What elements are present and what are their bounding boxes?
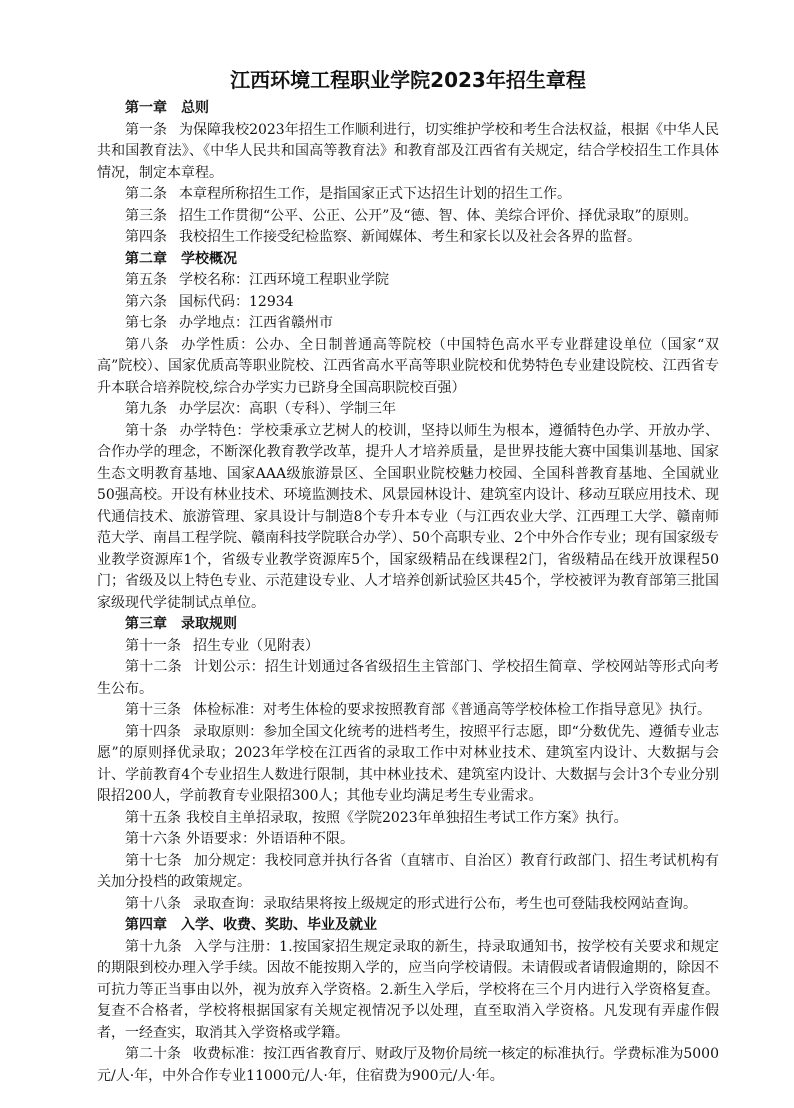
article-text: 体检标准：对考生体检的要求按照教育部《普通高等学校体检工作指导意见》执行。 [193, 702, 711, 718]
article-text: 办学地点：江西省赣州市 [179, 315, 333, 331]
article-text: 办学性质：公办、全日制普通高等院校（中国特色高水平专业群建设单位（国家“双高”院校）、国家优质高等职业院校、江西省高水平高等职业院校和优势特色专业建设院校、江西省专升本联合培养院校,综合办学实力已跻身全国高职院校百强） [97, 336, 719, 396]
article-text: 招生工作贯彻“公平、公正、公开”及“德、智、体、美综合评价、择优录取”的原则。 [179, 207, 698, 224]
article-label: 第二条 [125, 186, 167, 202]
article-text: 外语要求：外语语种不限。 [186, 831, 354, 847]
article-paragraph [97, 851, 719, 894]
article-text: 录取原则：参加全国文化统考的进档考生，按照平行志愿，即“分数优先、遵循专业志愿”的原则择优录取；2023年学校在江西省的录取工作中对林业技术、建筑室内设计、大数据与会计、学前教育4个专业招生人数进行限制，其中林业技术、建筑室内设计、大数据与会计3个专业分别限招200人，学前教育专业限招300人；其他专业均满足考生专业需求。 [97, 723, 720, 804]
article-paragraph [97, 937, 719, 1045]
article-text: 录取查询：录取结果将按上级规定的形式进行公布，考生也可登陆我校网站查询。 [193, 895, 697, 912]
chapter-section [97, 98, 719, 249]
article-label: 第十五条 [125, 809, 181, 826]
article-label: 第十九条 [125, 938, 182, 955]
chapter-number: 第四章 [125, 917, 167, 933]
article-paragraph [97, 657, 719, 700]
article-paragraph [97, 206, 719, 228]
article-paragraph [97, 808, 719, 830]
article-text: 加分规定：我校同意并执行各省（直辖市、自治区）教育行政部门、招生考试机构有关加分投档的政策规定。 [97, 852, 720, 890]
chapter-section [97, 614, 719, 915]
article-text: 本章程所称招生工作，是指国家正式下达招生计划的招生工作。 [179, 186, 571, 202]
article-paragraph [97, 700, 719, 722]
chapter-section [97, 915, 719, 1087]
article-paragraph [97, 335, 719, 400]
article-label: 第十四条 [125, 723, 182, 740]
article-paragraph [97, 1044, 719, 1087]
article-paragraph [97, 421, 719, 615]
article-text: 为保障我校2023年招生工作顺利进行，切实维护学校和考生合法权益，根据《中华人民共和国教育法》、《中华人民共和国高等教育法》和教育部及江西省有关规定，结合学校招生工作具体情况，制定本章程。 [97, 121, 719, 181]
chapter-heading [97, 915, 719, 937]
article-label: 第十一条 [125, 637, 181, 654]
article-text: 办学特色：学校秉承立艺树人的校训，坚持以师生为根本，遵循特色办学、开放办学、合作办学的理念，不断深化教育教学改革，提升人才培养质量，是世界技能大赛中国集训基地、国家生态文明教育基地、国家AAA级旅游景区、全国职业院校魅力校园、全国科普教育基地、全国就业50强高校。开设有林业技术、环境监测技术、风景园林设计、建筑室内设计、移动互联应用技术、现代通信技术、旅游管理、家具设计与制造8个专升本专业（与江西农业大学、江西理工大学、赣南师范大学、南昌工程学院、赣南科技学院联合办学）、50个高职专业、2个中外合作专业；现有国家级专业教学资源库1个，省级专业教学资源库5个，国家级精品在线课程2门，省级精品在线开放课程50门；省级及以上特色专业、示范建设专业、人才培养创新试验区共45个，学校被评为教育部第三批国家级现代学徒制试点单位。 [97, 422, 720, 611]
article-label: 第十二条 [125, 659, 182, 675]
article-paragraph [97, 894, 719, 916]
article-paragraph [97, 120, 719, 185]
article-label: 第十六条 [125, 831, 181, 847]
article-paragraph [97, 227, 719, 249]
article-label: 第八条 [125, 336, 170, 353]
article-paragraph [97, 829, 719, 851]
article-label: 第十八条 [125, 895, 181, 912]
document-title: 江西环境工程职业学院2023年招生章程 [230, 68, 586, 92]
article-text: 计划公示：招生计划通过各省级招生主管部门、学校招生简章、学校网站等形式向考生公布。 [97, 659, 720, 697]
article-label: 第七条 [125, 315, 167, 331]
article-label: 第十三条 [125, 702, 181, 718]
article-label: 第六条 [125, 293, 167, 310]
article-paragraph [97, 399, 719, 421]
article-label: 第三条 [125, 207, 167, 224]
article-paragraph [97, 722, 719, 808]
chapter-title: 总则 [181, 100, 209, 116]
chapter-heading [97, 98, 719, 120]
chapter-section [97, 249, 719, 615]
article-text: 国标代码：12934 [179, 293, 294, 310]
chapter-title: 学校概况 [181, 250, 237, 267]
chapter-heading [97, 249, 719, 271]
chapter-number: 第二章 [125, 250, 167, 267]
article-text: 学校名称：江西环境工程职业学院 [179, 272, 389, 288]
chapter-number: 第一章 [125, 100, 167, 116]
article-text: 办学层次：高职（专科）、学制三年 [179, 401, 396, 417]
article-paragraph [97, 292, 719, 314]
article-paragraph [97, 636, 719, 658]
article-text: 我校招生工作接受纪检监察、新闻媒体、考生和家长以及社会各界的监督。 [179, 229, 641, 245]
chapter-title: 入学、收费、奖助、毕业及就业 [181, 917, 377, 933]
chapters [97, 98, 719, 1087]
chapter-heading [97, 614, 719, 636]
article-paragraph [97, 270, 719, 292]
article-label: 第五条 [125, 272, 167, 288]
chapter-title: 录取规则 [181, 616, 237, 632]
article-text: 入学与注册：1.按国家招生规定录取的新生，持录取通知书，按学校有关要求和规定的期限到校办理入学手续。因故不能按期入学的，应当向学校请假。未请假或者请假逾期的，除因不可抗力等正当事由以外，视为放弃入学资格。2.新生入学后，学校将在三个月内进行入学资格复查。复查不合格者，学校将根据国家有关规定视情况予以处理，直至取消入学资格。凡发现有弄虚作假者，一经查实，取消其入学资格或学籍。 [97, 938, 720, 1041]
article-label: 第四条 [125, 229, 167, 245]
article-label: 第九条 [125, 401, 167, 417]
article-text: 我校自主单招录取，按照《学院2023年单独招生考试工作方案》执行。 [186, 809, 628, 826]
article-paragraph [97, 313, 719, 335]
article-text: 收费标准：按江西省教育厅、财政厅及物价局统一核定的标准执行。学费标准为5000元/人·年，中外合作专业11000元/人·年，住宿费为900元/人·年。 [97, 1046, 719, 1084]
chapter-number: 第三章 [125, 616, 167, 632]
article-label: 第十条 [125, 422, 168, 439]
article-label: 第一条 [125, 121, 168, 138]
article-label: 第十七条 [125, 852, 182, 869]
article-text: 招生专业（见附表） [193, 637, 319, 654]
article-label: 第二十条 [125, 1046, 182, 1062]
document-page [97, 66, 719, 1087]
article-paragraph [97, 184, 719, 206]
